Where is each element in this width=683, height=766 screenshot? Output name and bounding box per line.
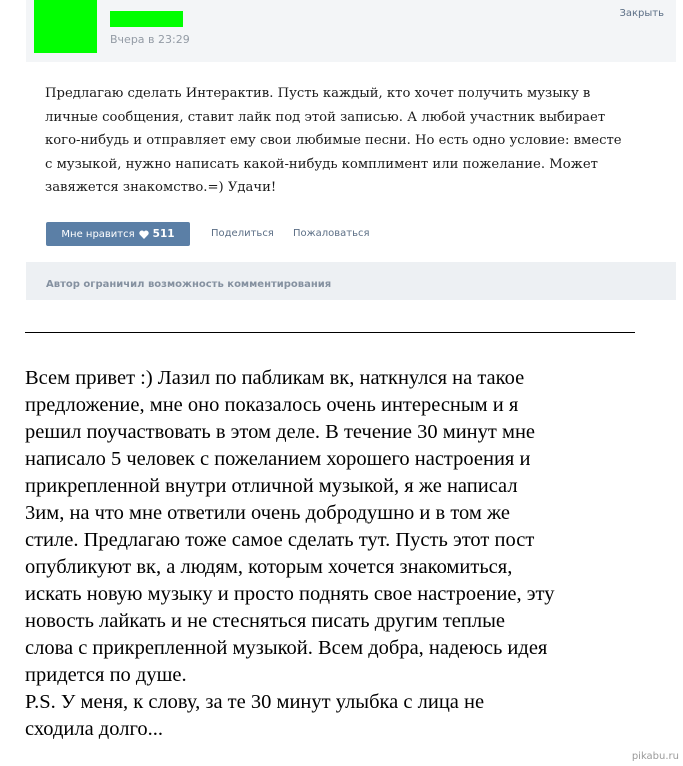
- post-header: [26, 0, 676, 62]
- like-count: 511: [152, 228, 175, 240]
- body-text: Всем привет :) Лазил по пабликам вк, наткнулся на такое предложение, мне оно показалось очень интересным и я решил поучаствовать в этом деле. В течение 30 минут мне написало 5 человек с пожеланием хорошего настроения и прикрепленной внутри отличной музыкой, я же написал 3им, на что мне ответили очень добродушно и в том же стиле. Предлагаю тоже самое сделать тут. Пусть этот пост опубликуют вк, а людям, которым хочется знакомиться, искать новую музыку и просто поднять свое настроение, эту новость лайкать и не стесняться писать другим теплые слова с прикрепленной музыкой. Всем добра, надеюсь идея придется по душе. P.S. У меня, к слову, за те 30 минут улыбка с лица не сходила долго...: [25, 367, 555, 740]
- comments-disabled-bar: [26, 262, 676, 300]
- report-link[interactable]: Пожаловаться: [293, 228, 370, 239]
- post-text: Предлагаю сделать Интерактив. Пусть каждый, кто хочет получить музыку в личные сообщения, ставит лайк под этой записью. А любой участник выбирает кого-нибудь и отправляет ему свои любимые песни. Но есть одно условие: вместе с музыкой, нужно написать какой-нибудь комплимент или пожелание. Может завяжется знакомство.=) Удачи!: [45, 86, 622, 196]
- separator-line: [25, 332, 635, 333]
- author-name-redacted[interactable]: [110, 11, 183, 27]
- like-button[interactable]: [46, 222, 190, 246]
- watermark: pikabu.ru: [631, 751, 679, 762]
- heart-icon: [139, 230, 149, 239]
- comments-disabled-text: Автор ограничил возможность комментирования: [46, 279, 332, 290]
- share-link[interactable]: Поделиться: [211, 228, 274, 239]
- avatar[interactable]: [34, 0, 97, 53]
- post-card: [26, 0, 676, 300]
- close-link[interactable]: Закрыть: [619, 8, 664, 19]
- post-time[interactable]: Вчера в 23:29: [110, 33, 190, 46]
- like-label: Мне нравится: [61, 228, 135, 240]
